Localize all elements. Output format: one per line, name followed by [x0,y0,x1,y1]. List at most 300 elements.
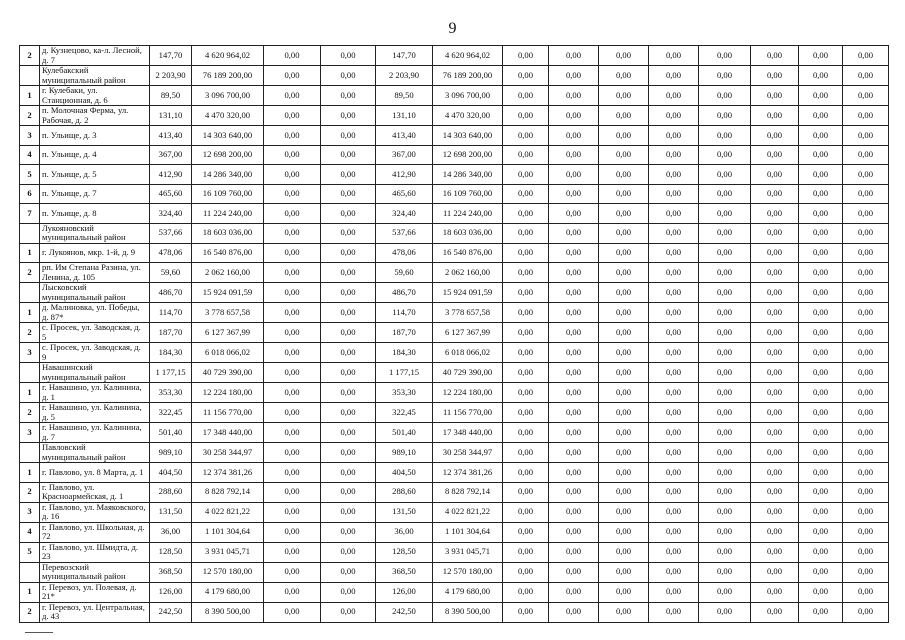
value-cell: 0,00 [503,502,549,522]
value-cell: 0,00 [751,323,799,343]
value-cell: 0,00 [264,283,321,303]
value-cell: 412,90 [150,165,192,185]
value-cell: 114,70 [150,303,192,323]
value-cell: 16 109 760,00 [433,184,503,204]
value-cell: 0,00 [649,323,699,343]
address-cell: Навашинский муниципальный район [40,363,150,383]
value-cell: 0,00 [264,562,321,582]
value-cell: 0,00 [503,46,549,66]
value-cell: 0,00 [751,145,799,165]
value-cell: 368,50 [376,562,433,582]
value-cell: 0,00 [599,263,649,283]
district-total-row [20,443,889,463]
district-total-row [20,223,889,243]
value-cell: 0,00 [549,562,599,582]
value-cell: 0,00 [503,423,549,443]
value-cell: 0,00 [599,126,649,146]
value-cell: 0,00 [321,86,376,106]
value-cell: 0,00 [321,463,376,483]
value-cell: 324,40 [376,204,433,224]
value-cell: 0,00 [649,463,699,483]
row-index-cell [20,363,40,383]
value-cell: 0,00 [503,482,549,502]
address-cell: Перевозский муниципальный район [40,562,150,582]
address-cell: с. Просек, ул. Заводская, д. 9 [40,343,150,363]
row-index-cell: 1 [20,463,40,483]
value-cell: 0,00 [264,204,321,224]
value-cell: 6 127 367,99 [192,323,264,343]
value-cell: 0,00 [699,303,751,323]
value-cell: 0,00 [699,86,751,106]
table-row [20,145,889,165]
value-cell: 0,00 [264,46,321,66]
value-cell: 0,00 [321,582,376,602]
value-cell: 0,00 [843,602,889,622]
value-cell: 0,00 [599,403,649,423]
value-cell: 0,00 [843,482,889,502]
value-cell: 0,00 [799,363,843,383]
row-index-cell: 1 [20,243,40,263]
value-cell: 0,00 [599,243,649,263]
table-row [20,165,889,185]
row-index-cell [20,562,40,582]
value-cell: 128,50 [150,542,192,562]
value-cell: 0,00 [599,145,649,165]
row-index-cell: 1 [20,383,40,403]
address-cell: г. Перевоз, ул. Центральная, д. 43 [40,602,150,622]
value-cell: 0,00 [549,145,599,165]
value-cell: 0,00 [751,562,799,582]
row-index-cell: 1 [20,582,40,602]
value-cell: 0,00 [799,145,843,165]
value-cell: 18 603 036,00 [433,223,503,243]
value-cell: 1 101 304,64 [433,522,503,542]
address-cell: Павловский муниципальный район [40,443,150,463]
value-cell: 0,00 [549,363,599,383]
row-index-cell: 3 [20,502,40,522]
table-row [20,522,889,542]
value-cell: 0,00 [599,106,649,126]
value-cell: 0,00 [264,86,321,106]
value-cell: 368,50 [150,562,192,582]
value-cell: 0,00 [549,283,599,303]
value-cell: 0,00 [799,602,843,622]
value-cell: 0,00 [264,482,321,502]
value-cell: 0,00 [649,263,699,283]
value-cell: 4 470 320,00 [433,106,503,126]
address-cell: п. Ульище, д. 5 [40,165,150,185]
value-cell: 0,00 [321,243,376,263]
value-cell: 0,00 [599,165,649,185]
value-cell: 0,00 [321,482,376,502]
value-cell: 128,50 [376,542,433,562]
district-total-row [20,283,889,303]
value-cell: 3 096 700,00 [192,86,264,106]
value-cell: 0,00 [799,126,843,146]
value-cell: 1 101 304,64 [192,522,264,542]
value-cell: 0,00 [649,66,699,86]
value-cell: 0,00 [264,223,321,243]
resettlement-table [19,45,889,623]
value-cell: 0,00 [751,126,799,146]
value-cell: 0,00 [321,283,376,303]
value-cell: 8 828 792,14 [433,482,503,502]
value-cell: 242,50 [376,602,433,622]
table-row [20,582,889,602]
value-cell: 0,00 [649,126,699,146]
value-cell: 0,00 [321,403,376,423]
table-row [20,303,889,323]
value-cell: 0,00 [264,184,321,204]
value-cell: 17 348 440,00 [192,423,264,443]
value-cell: 0,00 [503,303,549,323]
row-index-cell [20,66,40,86]
value-cell: 16 109 760,00 [192,184,264,204]
address-cell: г. Навашино, ул. Калинина, д. 7 [40,423,150,443]
value-cell: 0,00 [699,602,751,622]
value-cell: 59,60 [150,263,192,283]
row-index-cell: 2 [20,602,40,622]
table-row [20,602,889,622]
district-total-row [20,363,889,383]
value-cell: 0,00 [799,86,843,106]
value-cell: 0,00 [321,126,376,146]
value-cell: 0,00 [599,86,649,106]
value-cell: 0,00 [599,463,649,483]
value-cell: 0,00 [649,542,699,562]
value-cell: 501,40 [150,423,192,443]
value-cell: 0,00 [843,263,889,283]
value-cell: 0,00 [649,145,699,165]
value-cell: 0,00 [843,106,889,126]
value-cell: 0,00 [599,562,649,582]
value-cell: 0,00 [649,562,699,582]
value-cell: 0,00 [321,602,376,622]
value-cell: 12 224 180,00 [192,383,264,403]
value-cell: 0,00 [699,145,751,165]
address-cell: Кулебакский муниципальный район [40,66,150,86]
value-cell: 0,00 [843,403,889,423]
value-cell: 0,00 [264,126,321,146]
value-cell: 0,00 [549,46,599,66]
row-index-cell [20,223,40,243]
value-cell: 0,00 [321,443,376,463]
value-cell: 0,00 [264,542,321,562]
value-cell: 12 374 381,26 [192,463,264,483]
value-cell: 486,70 [376,283,433,303]
footer-divider [25,632,53,633]
value-cell: 478,06 [376,243,433,263]
value-cell: 0,00 [649,403,699,423]
value-cell: 131,50 [376,502,433,522]
value-cell: 8 390 500,00 [433,602,503,622]
value-cell: 0,00 [321,323,376,343]
value-cell: 0,00 [649,602,699,622]
value-cell: 0,00 [699,443,751,463]
value-cell: 0,00 [503,403,549,423]
address-cell: г. Лукоянов, мкр. 1-й, д. 9 [40,243,150,263]
value-cell: 0,00 [843,243,889,263]
value-cell: 0,00 [549,184,599,204]
value-cell: 0,00 [549,126,599,146]
value-cell: 0,00 [321,562,376,582]
value-cell: 465,60 [150,184,192,204]
value-cell: 0,00 [599,343,649,363]
row-index-cell: 6 [20,184,40,204]
value-cell: 404,50 [150,463,192,483]
value-cell: 0,00 [599,502,649,522]
table-row [20,502,889,522]
value-cell: 11 156 770,00 [192,403,264,423]
row-index-cell: 5 [20,542,40,562]
value-cell: 0,00 [799,165,843,185]
address-cell: г. Кулебаки, ул. Станционная, д. 6 [40,86,150,106]
value-cell: 0,00 [843,542,889,562]
value-cell: 0,00 [503,204,549,224]
value-cell: 0,00 [751,602,799,622]
table-row [20,323,889,343]
value-cell: 0,00 [699,283,751,303]
value-cell: 131,10 [376,106,433,126]
table-row [20,106,889,126]
value-cell: 478,06 [150,243,192,263]
table-row [20,482,889,502]
value-cell: 322,45 [376,403,433,423]
value-cell: 0,00 [264,403,321,423]
value-cell: 36,00 [150,522,192,542]
value-cell: 0,00 [649,482,699,502]
value-cell: 2 203,90 [376,66,433,86]
address-cell: рп. Им Степана Разина, ул. Ленина, д. 105 [40,263,150,283]
value-cell: 0,00 [751,423,799,443]
value-cell: 12 698 200,00 [433,145,503,165]
value-cell: 0,00 [264,303,321,323]
value-cell: 4 620 964,02 [192,46,264,66]
value-cell: 0,00 [599,204,649,224]
value-cell: 242,50 [150,602,192,622]
value-cell: 4 620 964,02 [433,46,503,66]
value-cell: 0,00 [751,502,799,522]
value-cell: 0,00 [799,263,843,283]
value-cell: 0,00 [799,383,843,403]
value-cell: 0,00 [321,165,376,185]
value-cell: 0,00 [549,582,599,602]
value-cell: 0,00 [549,165,599,185]
value-cell: 147,70 [150,46,192,66]
address-cell: п. Ульище, д. 8 [40,204,150,224]
value-cell: 0,00 [599,542,649,562]
value-cell: 0,00 [503,243,549,263]
table-row [20,243,889,263]
value-cell: 6 127 367,99 [433,323,503,343]
value-cell: 0,00 [799,243,843,263]
value-cell: 16 540 876,00 [192,243,264,263]
value-cell: 0,00 [549,86,599,106]
value-cell: 0,00 [549,106,599,126]
value-cell: 0,00 [843,562,889,582]
value-cell: 6 018 066,02 [433,343,503,363]
value-cell: 0,00 [321,522,376,542]
value-cell: 0,00 [549,243,599,263]
value-cell: 131,10 [150,106,192,126]
value-cell: 0,00 [699,582,751,602]
value-cell: 40 729 390,00 [192,363,264,383]
value-cell: 0,00 [264,165,321,185]
value-cell: 14 286 340,00 [433,165,503,185]
value-cell: 0,00 [799,502,843,522]
value-cell: 0,00 [751,383,799,403]
row-index-cell [20,443,40,463]
value-cell: 4 179 680,00 [433,582,503,602]
value-cell: 0,00 [799,283,843,303]
value-cell: 0,00 [549,383,599,403]
value-cell: 0,00 [549,204,599,224]
value-cell: 0,00 [264,602,321,622]
value-cell: 6 018 066,02 [192,343,264,363]
value-cell: 0,00 [699,463,751,483]
value-cell: 8 390 500,00 [192,602,264,622]
value-cell: 4 022 821,22 [433,502,503,522]
value-cell: 0,00 [843,582,889,602]
value-cell: 404,50 [376,463,433,483]
value-cell: 15 924 091,59 [192,283,264,303]
value-cell: 0,00 [264,463,321,483]
value-cell: 0,00 [799,184,843,204]
value-cell: 40 729 390,00 [433,363,503,383]
value-cell: 89,50 [150,86,192,106]
value-cell: 0,00 [549,502,599,522]
address-cell: Лукояновский муниципальный район [40,223,150,243]
row-index-cell: 1 [20,303,40,323]
value-cell: 131,50 [150,502,192,522]
value-cell: 0,00 [843,126,889,146]
value-cell: 0,00 [264,443,321,463]
value-cell: 0,00 [503,562,549,582]
value-cell: 0,00 [321,423,376,443]
value-cell: 0,00 [751,582,799,602]
address-cell: Лысковский муниципальный район [40,283,150,303]
value-cell: 0,00 [503,542,549,562]
table-body [20,46,889,623]
resettlement-table-container [19,45,874,623]
value-cell: 0,00 [503,582,549,602]
value-cell: 0,00 [843,303,889,323]
table-row [20,343,889,363]
value-cell: 0,00 [549,482,599,502]
value-cell: 0,00 [321,106,376,126]
value-cell: 0,00 [843,86,889,106]
value-cell: 324,40 [150,204,192,224]
value-cell: 0,00 [751,243,799,263]
value-cell: 0,00 [649,443,699,463]
value-cell: 76 189 200,00 [192,66,264,86]
value-cell: 0,00 [549,522,599,542]
value-cell: 0,00 [799,562,843,582]
table-row [20,184,889,204]
value-cell: 0,00 [503,323,549,343]
value-cell: 0,00 [751,223,799,243]
value-cell: 367,00 [150,145,192,165]
row-index-cell: 2 [20,106,40,126]
value-cell: 0,00 [843,463,889,483]
value-cell: 0,00 [751,403,799,423]
value-cell: 0,00 [843,145,889,165]
value-cell: 0,00 [503,86,549,106]
row-index-cell: 1 [20,86,40,106]
address-cell: с. Просек, ул. Заводская, д. 5 [40,323,150,343]
value-cell: 0,00 [599,423,649,443]
value-cell: 367,00 [376,145,433,165]
value-cell: 0,00 [321,223,376,243]
value-cell: 288,60 [150,482,192,502]
value-cell: 0,00 [599,283,649,303]
value-cell: 0,00 [264,363,321,383]
address-cell: г. Павлово, ул. 8 Марта, д. 1 [40,463,150,483]
value-cell: 0,00 [549,66,599,86]
value-cell: 537,66 [150,223,192,243]
value-cell: 0,00 [799,443,843,463]
value-cell: 0,00 [599,303,649,323]
value-cell: 0,00 [699,106,751,126]
value-cell: 0,00 [321,46,376,66]
value-cell: 0,00 [649,423,699,443]
value-cell: 0,00 [699,263,751,283]
district-total-row [20,562,889,582]
value-cell: 12 224 180,00 [433,383,503,403]
value-cell: 12 698 200,00 [192,145,264,165]
value-cell: 0,00 [751,283,799,303]
table-row [20,263,889,283]
value-cell: 184,30 [150,343,192,363]
value-cell: 0,00 [699,562,751,582]
value-cell: 0,00 [599,223,649,243]
value-cell: 89,50 [376,86,433,106]
value-cell: 12 374 381,26 [433,463,503,483]
value-cell: 0,00 [799,106,843,126]
value-cell: 0,00 [503,463,549,483]
value-cell: 114,70 [376,303,433,323]
value-cell: 3 931 045,71 [192,542,264,562]
value-cell: 0,00 [751,343,799,363]
address-cell: д. Кузнецово, ка-л. Лесной, д. 7 [40,46,150,66]
value-cell: 0,00 [264,522,321,542]
value-cell: 0,00 [799,323,843,343]
value-cell: 0,00 [799,46,843,66]
value-cell: 14 303 640,00 [192,126,264,146]
value-cell: 11 156 770,00 [433,403,503,423]
value-cell: 0,00 [699,502,751,522]
value-cell: 0,00 [264,106,321,126]
value-cell: 0,00 [599,383,649,403]
table-row [20,383,889,403]
value-cell: 0,00 [843,323,889,343]
value-cell: 184,30 [376,343,433,363]
value-cell: 0,00 [843,223,889,243]
value-cell: 0,00 [549,263,599,283]
value-cell: 15 924 091,59 [433,283,503,303]
value-cell: 0,00 [843,66,889,86]
value-cell: 0,00 [264,383,321,403]
row-index-cell: 2 [20,323,40,343]
value-cell: 0,00 [503,165,549,185]
value-cell: 0,00 [699,522,751,542]
value-cell: 0,00 [549,463,599,483]
address-cell: г. Павлово, ул. Красноармейская, д. 1 [40,482,150,502]
value-cell: 0,00 [699,323,751,343]
table-row [20,463,889,483]
row-index-cell [20,283,40,303]
value-cell: 0,00 [843,522,889,542]
